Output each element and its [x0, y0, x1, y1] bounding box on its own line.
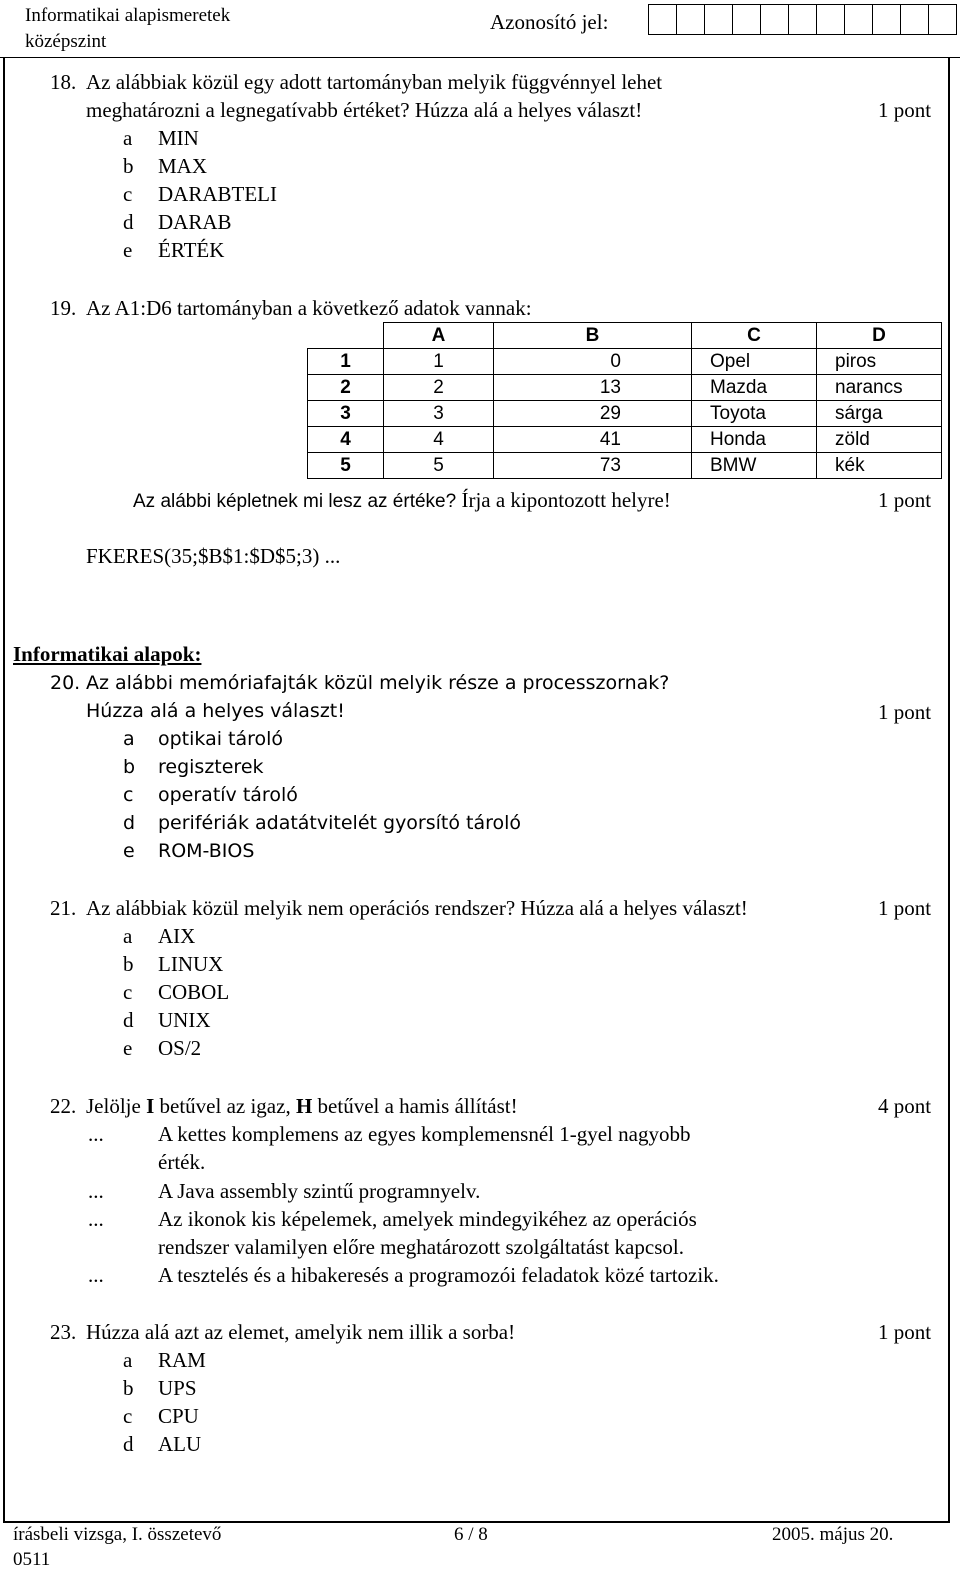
- id-box[interactable]: [704, 4, 733, 35]
- col-header: D: [817, 323, 942, 349]
- q20-points: 1 pont: [878, 700, 932, 724]
- q21-option-letter: e: [123, 1036, 133, 1060]
- q20-option-a[interactable]: optikai tároló: [158, 728, 284, 750]
- row-header: 4: [308, 427, 384, 453]
- row-header: 5: [308, 453, 384, 479]
- section-heading: Informatikai alapok:: [13, 642, 202, 666]
- col-header: B: [494, 323, 692, 349]
- q22-answer-blank[interactable]: ...: [88, 1179, 104, 1203]
- id-box[interactable]: [732, 4, 761, 35]
- table-cell: 5: [384, 453, 494, 479]
- q19-question-a: Az alábbi képletnek mi lesz az értéke?: [133, 491, 462, 512]
- table-cell: Opel: [692, 349, 817, 375]
- q18-option-d[interactable]: DARAB: [158, 210, 232, 234]
- header-subject: Informatikai alapismeretek: [25, 5, 231, 26]
- q23-option-c[interactable]: CPU: [158, 1404, 199, 1428]
- table-cell: 2: [384, 375, 494, 401]
- id-box[interactable]: [928, 4, 957, 35]
- q20-number: 20.: [50, 672, 81, 694]
- q20-option-letter: c: [123, 784, 134, 806]
- q20-option-letter: a: [123, 728, 135, 750]
- q20-option-letter: e: [123, 840, 135, 862]
- q18-option-letter: e: [123, 238, 133, 262]
- q23-option-letter: c: [123, 1404, 133, 1428]
- table-cell: 41: [494, 427, 692, 453]
- q22-answer-blank[interactable]: ...: [88, 1263, 104, 1287]
- q21-option-a[interactable]: AIX: [158, 924, 196, 948]
- table-cell: narancs: [817, 375, 942, 401]
- q22-statement-cont: érték.: [158, 1150, 206, 1174]
- q22-points: 4 pont: [878, 1094, 932, 1118]
- q20-option-b[interactable]: regiszterek: [158, 756, 264, 778]
- q23-number: 23.: [50, 1320, 77, 1344]
- table-corner: [308, 323, 384, 349]
- id-code-boxes: [649, 4, 957, 35]
- row-header: 2: [308, 375, 384, 401]
- q23-points: 1 pont: [878, 1320, 932, 1344]
- q19-intro: Az A1:D6 tartományban a következő adatok vannak:: [86, 296, 532, 320]
- q21-line1: Az alábbiak közül melyik nem operációs rendszer? Húzza alá a helyes választ!: [86, 896, 748, 920]
- q23-option-a[interactable]: RAM: [158, 1348, 206, 1372]
- table-cell: kék: [817, 453, 942, 479]
- table-cell: zöld: [817, 427, 942, 453]
- table-cell: 13: [494, 375, 692, 401]
- table-header-row: [308, 323, 942, 349]
- row-header: 3: [308, 401, 384, 427]
- table-cell: piros: [817, 349, 942, 375]
- footer-code: 0511: [13, 1549, 51, 1570]
- q19-points: 1 pont: [878, 488, 932, 512]
- q22-statement: A kettes komplemens az egyes komplemensnél 1-gyel nagyobb: [158, 1122, 691, 1146]
- q18-option-letter: b: [123, 154, 134, 178]
- q23-line1: Húzza alá azt az elemet, amelyik nem illik a sorba!: [86, 1320, 516, 1344]
- q22-statement: A tesztelés és a hibakeresés a programozói feladatok közé tartozik.: [158, 1263, 719, 1287]
- id-box[interactable]: [872, 4, 901, 35]
- q18-line2: meghatározni a legnegatívabb értéket? Húzza alá a helyes választ!: [86, 98, 643, 122]
- table-cell: Mazda: [692, 375, 817, 401]
- q18-option-letter: a: [123, 126, 133, 150]
- q20-option-e[interactable]: ROM-BIOS: [158, 840, 255, 862]
- q21-option-d[interactable]: UNIX: [158, 1008, 211, 1032]
- q22-statement-cont: rendszer valamilyen előre meghatározott szolgáltatást kapcsol.: [158, 1235, 684, 1259]
- table-cell: sárga: [817, 401, 942, 427]
- q22-text: Jelölje: [86, 1094, 147, 1118]
- q22-true-letter: I: [146, 1094, 155, 1118]
- header-level: középszint: [25, 31, 107, 52]
- id-box[interactable]: [760, 4, 789, 35]
- q18-points: 1 pont: [878, 98, 932, 122]
- table-cell: 0: [494, 349, 692, 375]
- q20-line2: Húzza alá a helyes választ!: [86, 700, 345, 722]
- q20-option-letter: d: [123, 812, 136, 834]
- page-frame: [3, 58, 950, 1523]
- id-box[interactable]: [676, 4, 705, 35]
- table-row: [308, 401, 942, 427]
- footer-date: 2005. május 20.: [772, 1524, 894, 1545]
- q22-text: betűvel az igaz,: [154, 1094, 296, 1118]
- q19-question: [133, 490, 671, 511]
- id-box[interactable]: [816, 4, 845, 35]
- table-cell: Honda: [692, 427, 817, 453]
- q23-option-letter: d: [123, 1432, 134, 1456]
- table-cell: BMW: [692, 453, 817, 479]
- table-row: [308, 349, 942, 375]
- q20-option-letter: b: [123, 756, 136, 778]
- footer-page: 6 / 8: [454, 1524, 488, 1545]
- q21-option-letter: c: [123, 980, 133, 1004]
- q22-text: betűvel a hamis állítást!: [312, 1094, 518, 1118]
- q20-line1: Az alábbi memóriafajták közül melyik része a processzornak?: [86, 672, 670, 694]
- id-label: Azonosító jel:: [490, 10, 609, 34]
- q21-option-letter: a: [123, 924, 133, 948]
- col-header: C: [692, 323, 817, 349]
- table-row: [308, 375, 942, 401]
- data-table: [307, 322, 942, 479]
- id-box[interactable]: [900, 4, 929, 35]
- q18-option-letter: d: [123, 210, 134, 234]
- q22-false-letter: H: [295, 1094, 313, 1118]
- id-box[interactable]: [648, 4, 677, 35]
- q22-number: 22.: [50, 1094, 77, 1118]
- q22-statement: A Java assembly szintű programnyelv.: [158, 1179, 481, 1203]
- q22-answer-blank[interactable]: ...: [88, 1122, 104, 1146]
- col-header: A: [384, 323, 494, 349]
- q18-number: 18.: [50, 70, 77, 94]
- q21-option-letter: b: [123, 952, 134, 976]
- q23-option-letter: b: [123, 1376, 134, 1400]
- q23-option-d[interactable]: ALU: [158, 1432, 202, 1456]
- q21-option-e[interactable]: OS/2: [158, 1036, 202, 1060]
- row-header: 1: [308, 349, 384, 375]
- q23-option-b[interactable]: UPS: [158, 1376, 197, 1400]
- table-cell: 3: [384, 401, 494, 427]
- q20-option-d[interactable]: perifériák adatátvitelét gyorsító tároló: [158, 812, 522, 834]
- table-cell: 29: [494, 401, 692, 427]
- q21-option-b[interactable]: LINUX: [158, 952, 224, 976]
- table-row: [308, 453, 942, 479]
- id-box[interactable]: [844, 4, 873, 35]
- q18-option-letter: c: [123, 182, 133, 206]
- q19-number: 19.: [50, 296, 77, 320]
- q21-option-c[interactable]: COBOL: [158, 980, 230, 1004]
- q19-formula[interactable]: FKERES(35;$B$1:$D$5;3) ...: [86, 544, 341, 568]
- table-cell: 73: [494, 453, 692, 479]
- q18-line1: Az alábbiak közül egy adott tartományban melyik függvénnyel lehet: [86, 70, 663, 94]
- id-box[interactable]: [788, 4, 817, 35]
- table-cell: 1: [384, 349, 494, 375]
- q18-option-c[interactable]: DARABTELI: [158, 182, 277, 206]
- q22-answer-blank[interactable]: ...: [88, 1207, 104, 1231]
- table-cell: 4: [384, 427, 494, 453]
- table-cell: Toyota: [692, 401, 817, 427]
- q18-option-a[interactable]: MIN: [158, 126, 199, 150]
- q19-question-b: Írja a kipontozott helyre!: [461, 488, 671, 512]
- q23-option-letter: a: [123, 1348, 133, 1372]
- footer-exam: írásbeli vizsga, I. összetevő: [13, 1524, 222, 1545]
- q21-points: 1 pont: [878, 896, 932, 920]
- q20-option-c[interactable]: operatív tároló: [158, 784, 298, 806]
- q18-option-b[interactable]: MAX: [158, 154, 208, 178]
- q22-instruction: [86, 1096, 518, 1117]
- table-row: [308, 427, 942, 453]
- q21-option-letter: d: [123, 1008, 134, 1032]
- q22-statement: Az ikonok kis képelemek, amelyek mindegyikéhez az operációs: [158, 1207, 697, 1231]
- q21-number: 21.: [50, 896, 77, 920]
- q18-option-e[interactable]: ÉRTÉK: [158, 238, 225, 262]
